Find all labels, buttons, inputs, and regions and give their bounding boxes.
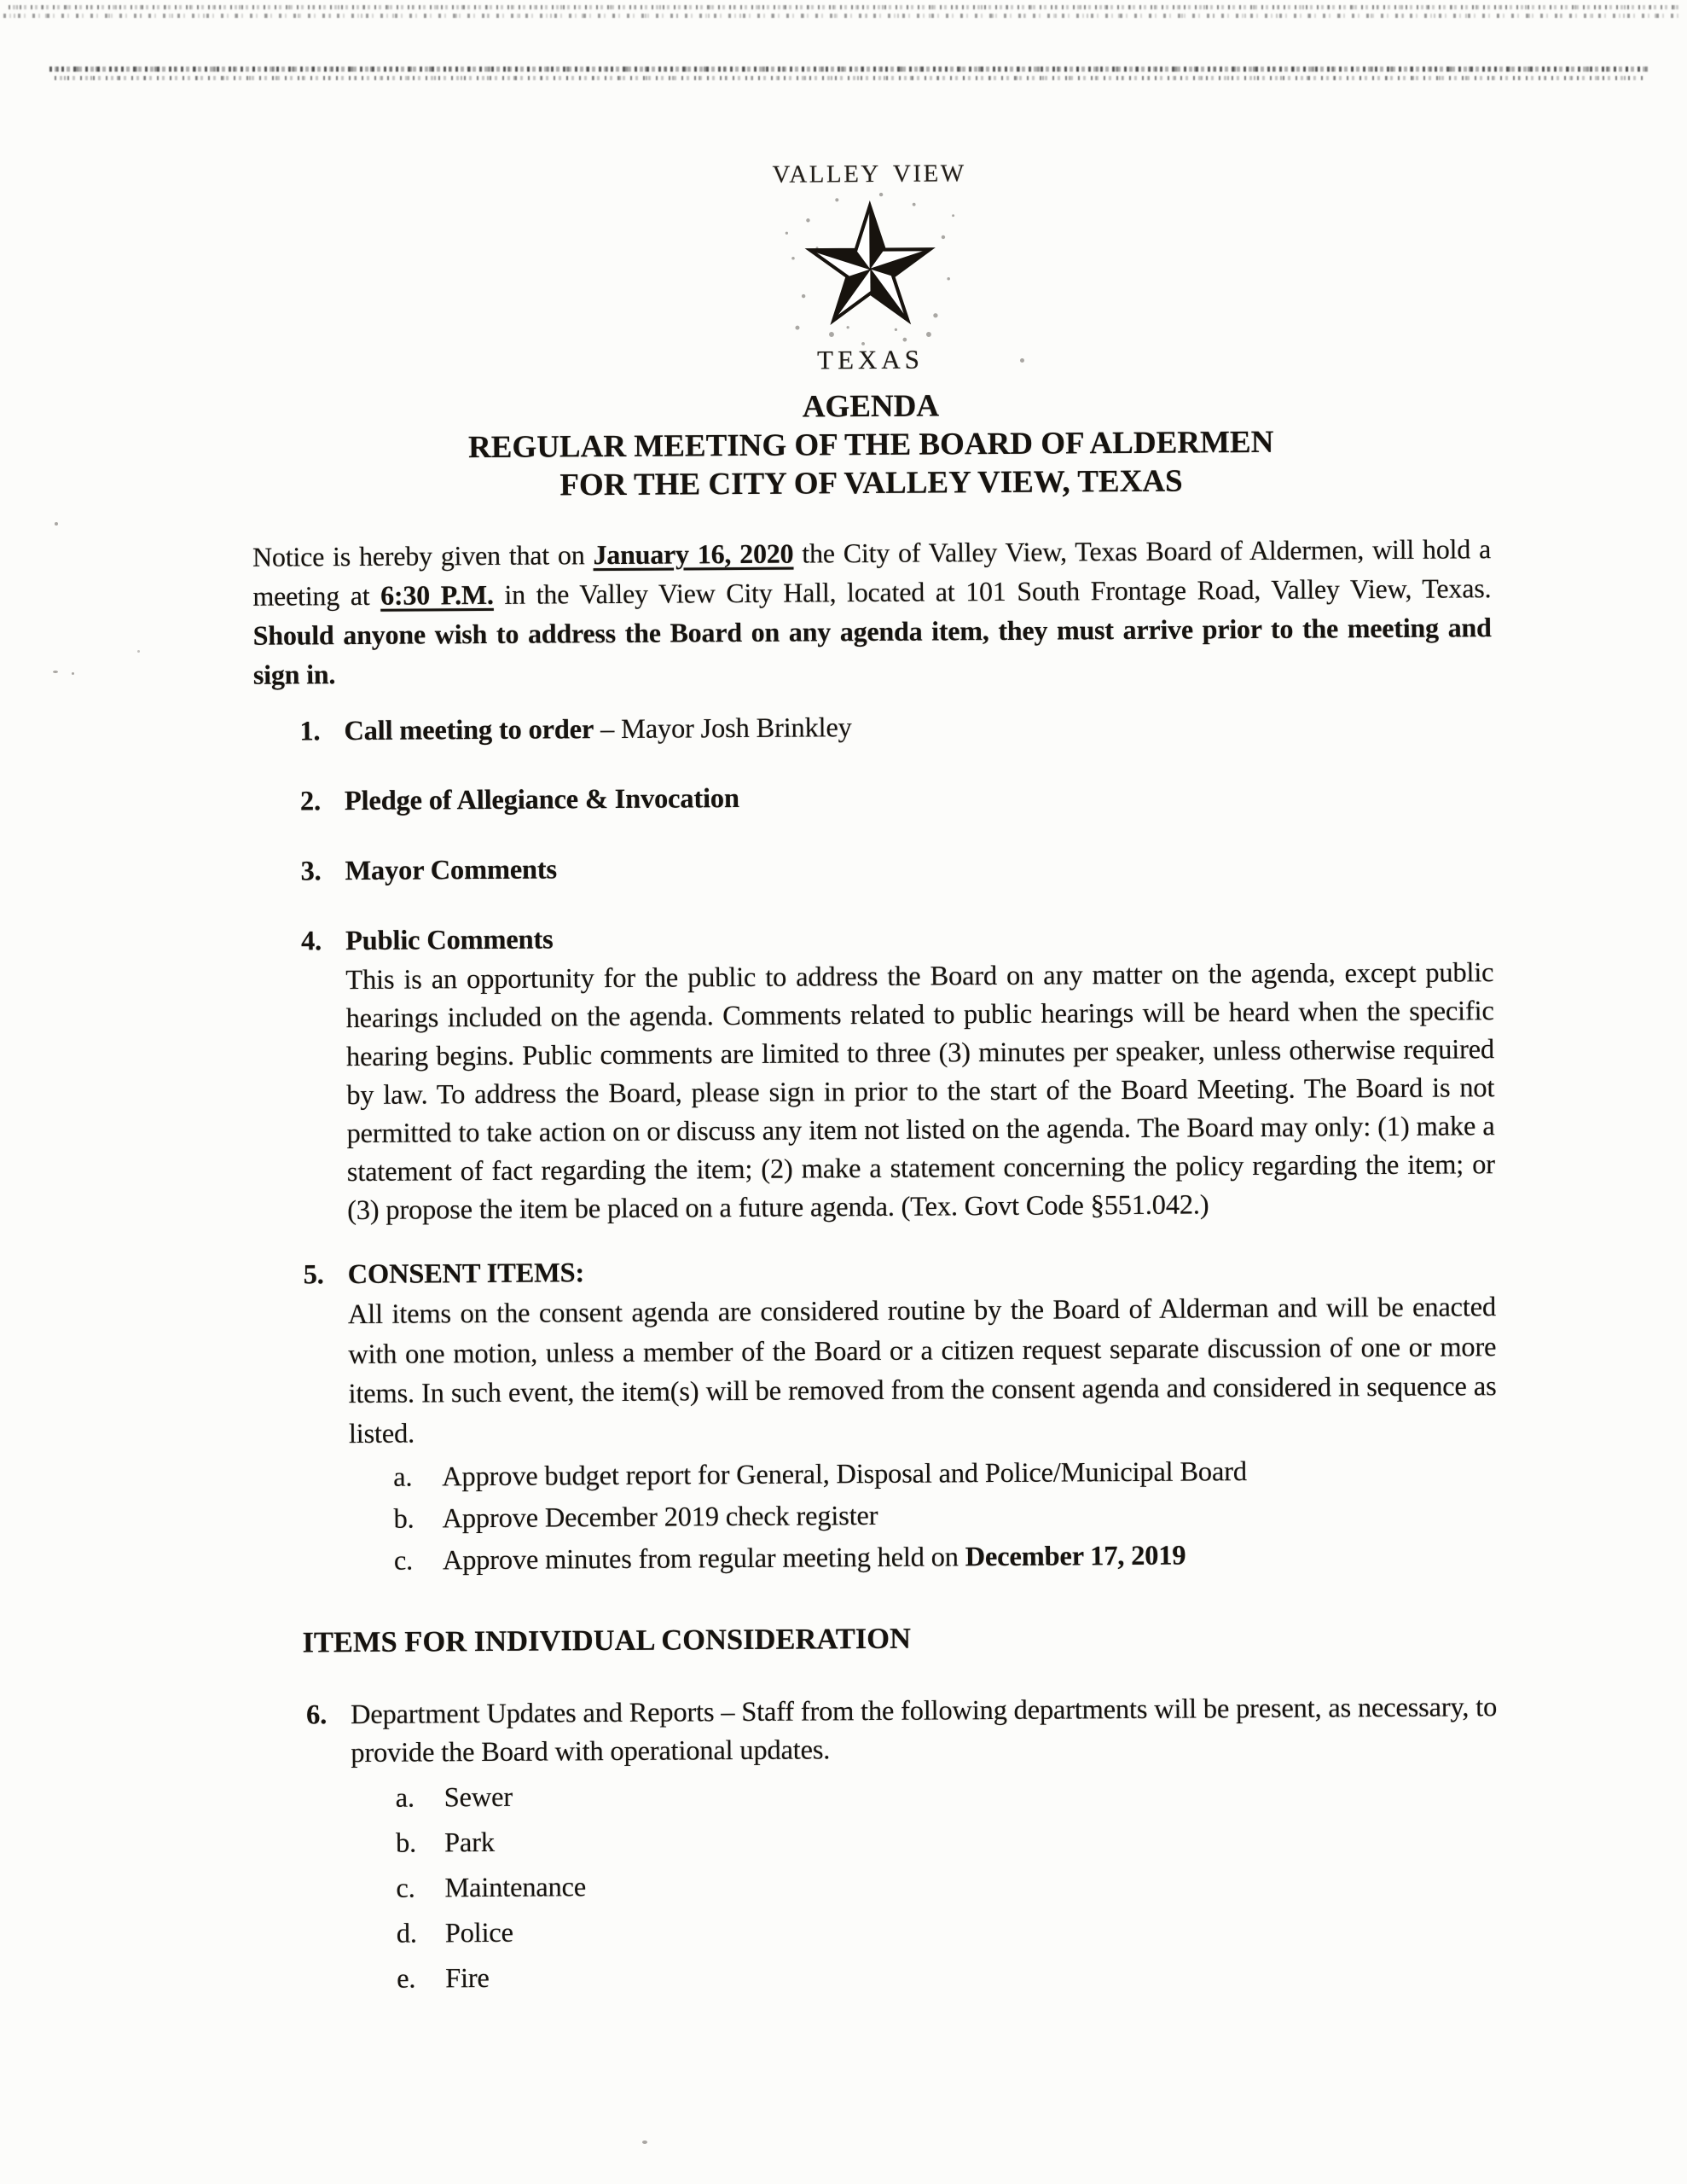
subitem-letter: a. (393, 1461, 413, 1493)
item-number: 3. (300, 856, 322, 887)
subitem-text: Maintenance (444, 1872, 587, 1904)
texas-lone-star-icon (778, 189, 962, 348)
item-number: 4. (300, 926, 322, 957)
agenda-item-5 (258, 1248, 1498, 1582)
meeting-time: 6:30 P.M. (380, 578, 494, 611)
scan-noise-band (49, 67, 1649, 72)
scan-speck (72, 672, 74, 675)
scan-noise-band (55, 76, 1644, 80)
item-title: Mayor Comments (345, 854, 558, 887)
section-heading-individual-consideration: ITEMS FOR INDIVIDUAL CONSIDERATION (302, 1622, 912, 1659)
department-subitem-fire (352, 1953, 1500, 1999)
consent-subitem-b (349, 1493, 1497, 1539)
subitem-text: Approve December 2019 check register (442, 1500, 878, 1535)
item-number: 2. (299, 786, 322, 817)
agenda-items (253, 705, 1500, 2000)
subitem-text: Police (444, 1917, 513, 1949)
title-line-agenda: AGENDA (802, 388, 940, 425)
item-title: CONSENT ITEMS: (347, 1258, 585, 1291)
scan-speck (53, 671, 58, 673)
minutes-date: December 17, 2019 (965, 1540, 1186, 1573)
item-title: Pledge of Allegiance & Invocation (344, 783, 739, 817)
meeting-date: January 16, 2020 (593, 537, 794, 571)
title-line-meeting: REGULAR MEETING OF THE BOARD OF ALDERMEN (467, 424, 1274, 466)
notice-mid2: in the Valley View City Hall, located at 101 South Frontage Road, Valley View, Texas. (493, 572, 1492, 610)
notice-paragraph (252, 529, 1492, 694)
agenda-item-1 (253, 705, 1492, 752)
item-suffix: – Mayor Josh Brinkley (594, 712, 852, 746)
scan-speck (55, 522, 58, 526)
notice-lead: Notice is hereby given that on (252, 539, 594, 572)
consent-subitem-a (349, 1451, 1497, 1497)
agenda-item-2 (254, 775, 1493, 822)
scan-speck (642, 2140, 647, 2144)
agenda-item-6 (260, 1688, 1500, 2000)
subitem-letter: d. (396, 1918, 417, 1949)
department-subitem-maintenance (351, 1862, 1499, 1908)
subitem-letter: e. (397, 1963, 416, 1995)
subitem-text: Approve minutes from regular meeting held on (442, 1542, 965, 1577)
document-title (252, 383, 1491, 507)
title-line-city: FOR THE CITY OF VALLEY VIEW, TEXAS (559, 463, 1183, 503)
consent-items-body: All items on the consent agenda are considered routine by the Board of Alderman and will be enacted with one motion, unless a member of the Board or a citizen request separate discussion of one or more items. In such event, the item(s) will be removed from the consent agenda and considered in sequence as listed. (347, 1292, 1497, 1449)
department-subitems (351, 1772, 1501, 1999)
item-number: 5. (303, 1259, 324, 1291)
city-logo (250, 156, 1490, 380)
agenda-item-4 (255, 915, 1495, 1231)
department-subitem-sewer (351, 1772, 1499, 1818)
subitem-letter: b. (393, 1503, 415, 1535)
scan-noise-band (9, 5, 1680, 9)
item-text: Department Updates and Reports – Staff from the following departments will be present, as necessary, to provide the Board with operational updates. (350, 1692, 1498, 1769)
department-subitem-police (352, 1908, 1500, 1954)
subitem-text: Sewer (443, 1781, 513, 1814)
agenda-item-3 (254, 845, 1493, 892)
item-number: 6. (305, 1699, 328, 1731)
scan-noise-band (3, 14, 1684, 18)
subitem-letter: c. (396, 1873, 415, 1904)
item-title: Call meeting to order (344, 714, 594, 747)
notice-mid1: the City of Valley View, Texas Board of Aldermen, will hold a meeting at (252, 533, 1492, 612)
consent-subitems (349, 1451, 1498, 1581)
public-comments-body: This is an opportunity for the public to address the Board on any matter on the agenda, except public hearings included on the agenda. Comments related to public hearings will be heard when the specific hearing begins. Public comments are limited to three (3) minutes per speaker, unless otherwise required by law. To address the Board, please sign in prior to the start of the Board Meeting. The Board is not permitted to take action on or discuss any item not listed on the agenda. The Board may only: (1) make a statement of fact regarding the item; (2) make a statement concerning the policy regarding the item; or (3) propose the item be placed on a future agenda. (Tex. Govt Code §551.042.) (345, 957, 1495, 1227)
logo-city-name: VALLEY VIEW (772, 160, 966, 189)
subitem-text: Fire (445, 1963, 490, 1995)
item-title: Public Comments (345, 924, 554, 957)
subitem-text: Approve budget report for General, Disposal and Police/Municipal Board (442, 1456, 1247, 1493)
notice-emphasis: Should anyone wish to address the Board on any agenda item, they must arrive prior to the meeting and sign in. (252, 612, 1492, 690)
logo-state-name: TEXAS (816, 344, 925, 375)
subitem-text: Park (443, 1827, 495, 1859)
scan-speck (137, 650, 140, 653)
document-content (250, 156, 1500, 2000)
item-number: 1. (299, 716, 321, 747)
consent-subitem-c (350, 1535, 1498, 1581)
subitem-letter: c. (393, 1545, 414, 1577)
subitem-letter: a. (395, 1782, 415, 1814)
department-subitem-park (351, 1817, 1499, 1863)
subitem-letter: b. (395, 1827, 417, 1859)
